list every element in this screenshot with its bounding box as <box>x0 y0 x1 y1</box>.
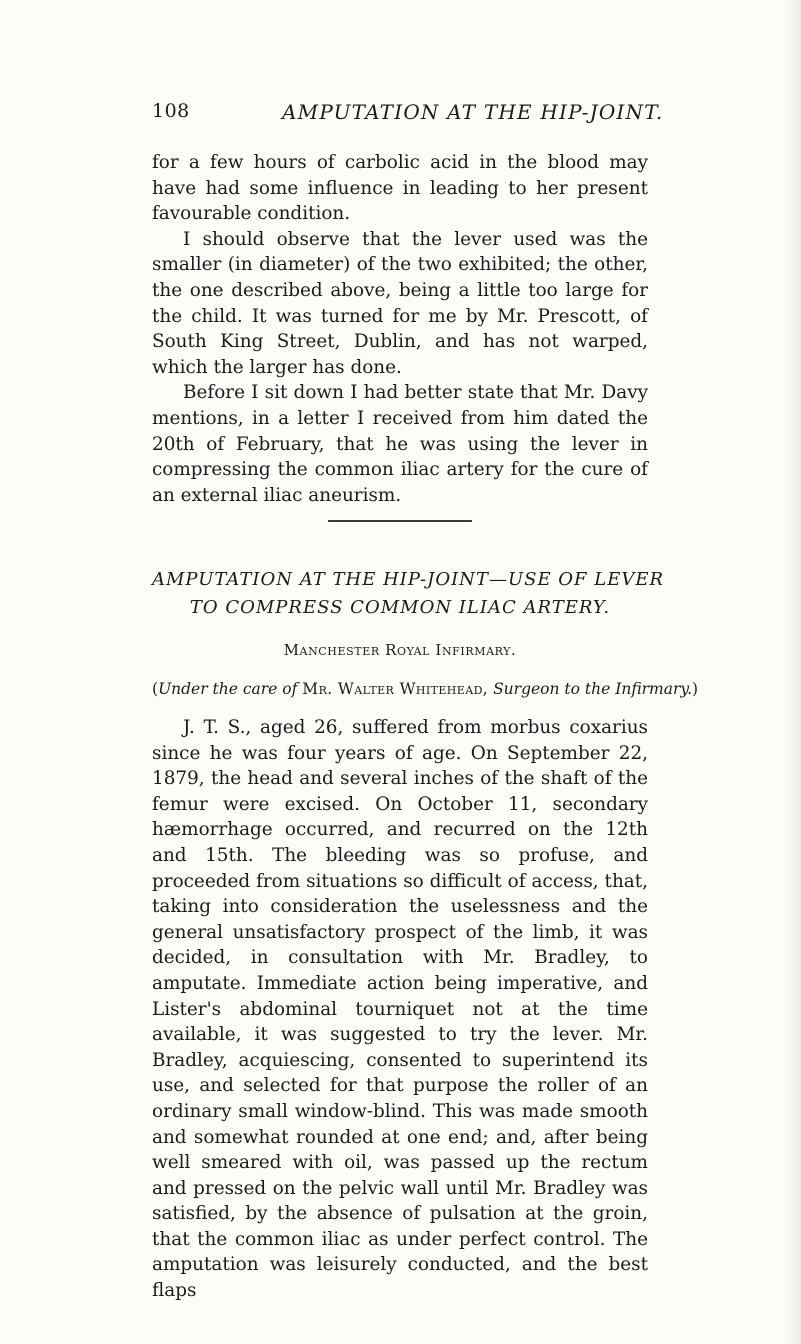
care-open-paren: ( <box>152 680 159 698</box>
case-report <box>152 715 648 1304</box>
page-header <box>152 100 664 130</box>
page-edge-shadow <box>783 0 801 1344</box>
paragraph: for a few hours of carbolic acid in the blood may have had some influence in leading to her present favourable condition. <box>152 152 648 225</box>
care-attribution <box>152 680 699 698</box>
hospital-name: Manchester Royal Infirmary. <box>283 641 517 659</box>
section-title-line-1: AMPUTATION AT THE HIP-JOINT—USE OF LEVER <box>152 569 665 590</box>
paragraph: I should observe that the lever used was the smaller (in diameter) of the two exhibited; the other, the one described above, being a little too large for the child. It was turned for me by Mr. Prescott, of South King Street, Dublin, and has not warped, which the larger has done. <box>152 228 648 378</box>
paragraph: Before I sit down I had better state that Mr. Davy mentions, in a letter I received from him dated the 20th of February, that he was using the lever in compressing the common iliac artery for the cure of an external iliac aneurism. <box>152 382 648 506</box>
section-title-line-2: TO COMPRESS COMMON ILIAC ARTERY. <box>189 597 611 618</box>
care-close-paren: ) <box>692 680 699 698</box>
page-number: 108 <box>152 100 190 122</box>
care-prefix: Under the care of <box>158 680 298 698</box>
running-title: AMPUTATION AT THE HIP-JOINT. <box>282 100 664 124</box>
surgeon-name: Mr. Walter Whitehead, <box>302 680 489 698</box>
section-divider <box>328 520 472 522</box>
surgeon-role: Surgeon to the Infirmary. <box>493 680 693 698</box>
continued-text <box>152 150 648 508</box>
paragraph: J. T. S., aged 26, suffered from morbus coxarius since he was four years of age. On September 22, 1879, the head and several inches of the shaft of the femur were excised. On October 11, secondary hæmorrhage occurred, and recurred on the 12th and 15th. The bleeding was so profuse, and proceeded from situations so difficult of access, that, taking into consideration the uselessness and the general unsatisfactory prospect of the limb, it was decided, in consultation with Mr. Bradley, to amputate. Immediate action being imperative, and Lister's abdominal tourniquet not at the time available, it was suggested to try the lever. Mr. Bradley, acquiescing, consented to superintend its use, and selected for that purpose the roller of an ordinary small window-blind. This was made smooth and somewhat rounded at one end; and, after being well smeared with oil, was passed up the rectum and pressed on the pelvic wall until Mr. Bradley was satisfied, by the absence of pulsation at the groin, that the common iliac as under perfect control. The amputation was leisurely conducted, and the best flaps <box>152 717 648 1302</box>
